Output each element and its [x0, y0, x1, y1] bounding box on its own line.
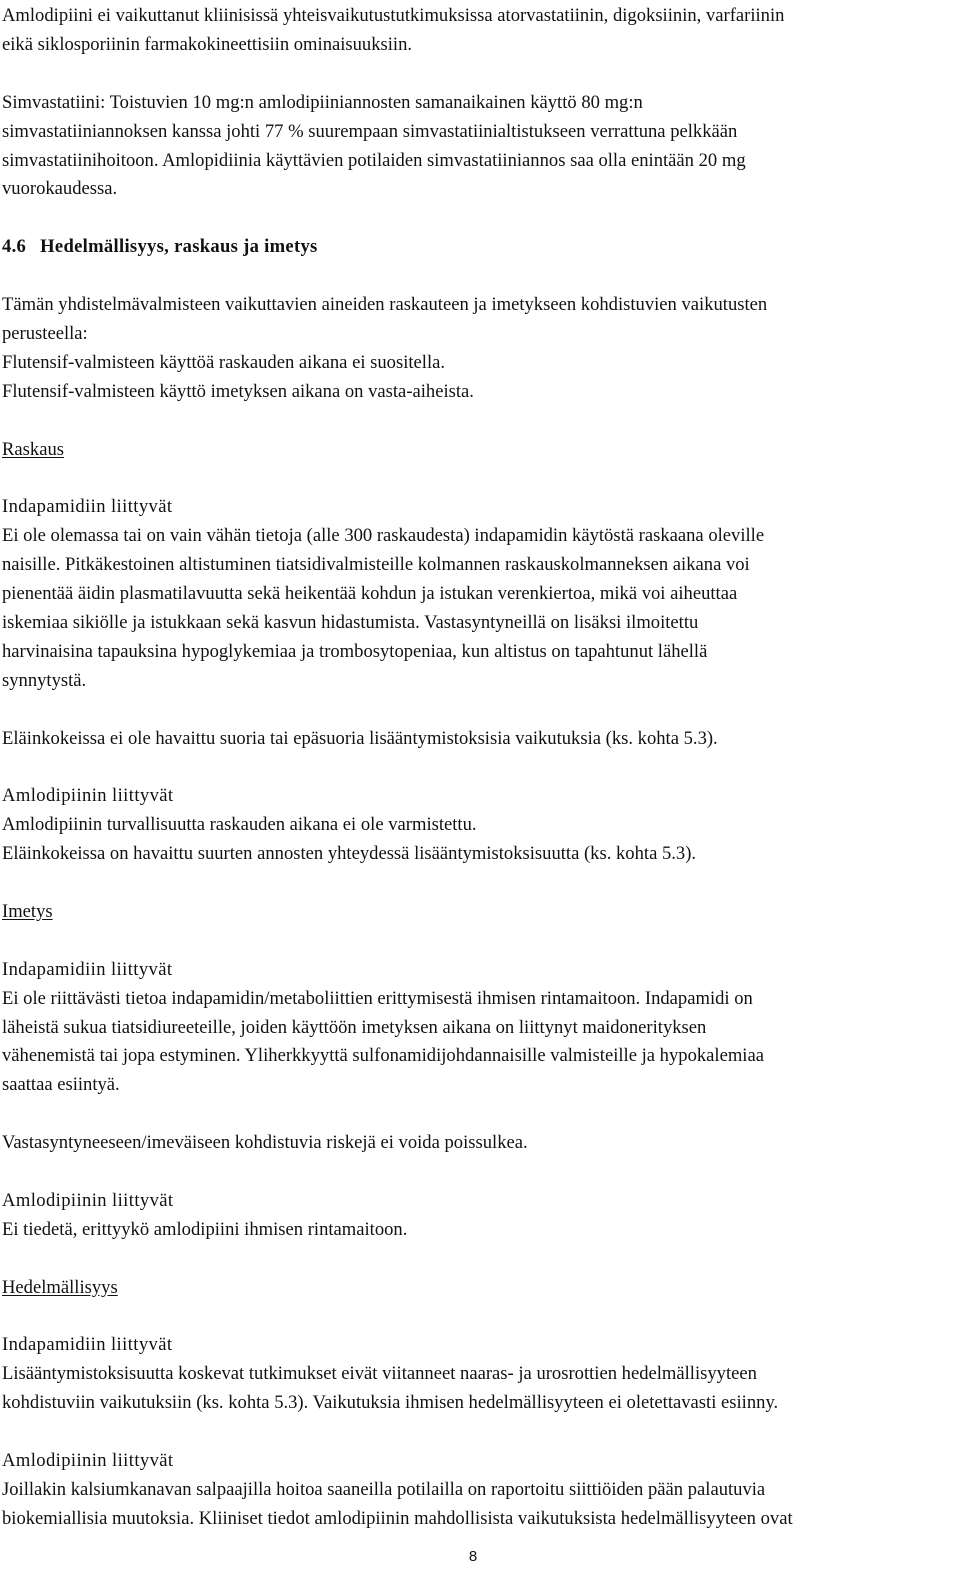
text-line: Vastasyntyneeseen/imeväiseen kohdistuvia riskejä ei voida poissulkea.	[2, 1132, 528, 1154]
section-title: Hedelmällisyys, raskaus ja imetys	[40, 236, 318, 258]
text-line: Amlodipiinin turvallisuutta raskauden aikana ei ole varmistettu.	[2, 814, 477, 836]
text-line: Flutensif-valmisteen käyttöä raskauden aikana ei suositella.	[2, 351, 446, 373]
text-line: Eläinkokeissa on havaittu suurten annosten yhteydessä lisääntymistoksisuutta (ks. kohta 5.3).	[2, 843, 697, 865]
simvastatin-paragraph	[2, 89, 952, 205]
imetys-indapamide-label: Indapamidiin liittyvät	[2, 958, 173, 980]
text-line: Ei ole riittävästi tietoa indapamidin/metaboliittien erittymisestä ihmisen rintamaitoon. Indapamidi on	[2, 987, 753, 1009]
hedelmallisyys-indapamide-label: Indapamidiin liittyvät	[2, 1334, 173, 1356]
text-line: Simvastatiini: Toistuvien 10 mg:n amlodipiiniannosten samanaikainen käyttö 80 mg:n	[2, 91, 643, 113]
raskaus-amlodipine-label: Amlodipiinin liittyvät	[2, 785, 174, 807]
hedelmallisyys-amlodipine-paragraph	[2, 1476, 952, 1534]
text-line: Ei tiedetä, erittyykö amlodipiini ihmisen rintamaitoon.	[2, 1218, 408, 1240]
text-line: saattaa esiintyä.	[2, 1074, 120, 1096]
page-number: 8	[468, 1548, 478, 1565]
text-line: Amlodipiini ei vaikuttanut kliinisissä yhteisvaikutustutkimuksissa atorvastatiinin, digoksiinin, varfariinin	[2, 5, 785, 26]
imetys-heading: Imetys	[2, 900, 53, 922]
imetys-newborn-paragraph	[2, 1129, 952, 1158]
raskaus-heading: Raskaus	[2, 438, 64, 460]
raskaus-indapamide-paragraph	[2, 522, 952, 695]
text-line: läheistä sukua tiatsidiureeteille, joiden käyttöön imetyksen aikana on liittynyt maidonerityksen	[2, 1016, 707, 1038]
text-line: biokemiallisia muutoksia. Kliiniset tiedot amlodipiinin mahdollisista vaikutuksista hedelmällisyyteen ovat	[2, 1507, 793, 1529]
text-line: iskemiaa sikiölle ja istukkaan sekä kasvun hidastumista. Vastasyntyneillä on lisäksi ilmoitettu	[2, 611, 699, 633]
text-line: Lisääntymistoksisuutta koskevat tutkimukset eivät viitanneet naaras- ja urosrottien hedelmällisyyteen	[2, 1363, 757, 1385]
raskaus-animal-paragraph	[2, 725, 952, 754]
text-line: simvastatiinihoitoon. Amlopidiinia käyttävien potilaiden simvastatiiniannos saa olla enintään 20 mg	[2, 149, 746, 171]
text-line: Ei ole olemassa tai on vain vähän tietoja (alle 300 raskaudesta) indapamidin käytöstä raskaana oleville	[2, 525, 765, 547]
text-line: harvinaisina tapauksina hypoglykemiaa ja trombosytopeniaa, kun altistus on tapahtunut lähellä	[2, 640, 708, 662]
imetys-amlodipine-label: Amlodipiinin liittyvät	[2, 1189, 174, 1211]
text-line: naisille. Pitkäkestoinen altistuminen tiatsidivalmisteille kolmannen raskauskolmanneksen aikana voi	[2, 554, 750, 576]
text-line: vuorokaudessa.	[2, 178, 118, 200]
text-line: synnytystä.	[2, 669, 87, 691]
section-number: 4.6	[2, 236, 27, 258]
imetys-amlodipine-paragraph	[2, 1216, 952, 1245]
hedelmallisyys-indapamide-paragraph	[2, 1360, 952, 1418]
text-line: vähenemistä tai jopa estyminen. Yliherkkyyttä sulfonamidijohdannaisille valmisteille ja hypokalemiaa	[2, 1045, 764, 1067]
section-intro-paragraph	[2, 291, 952, 407]
text-line: kohdistuviin vaikutuksiin (ks. kohta 5.3). Vaikutuksia ihmisen hedelmällisyyteen ei oletettavasti esiinny.	[2, 1392, 779, 1414]
text-line: Flutensif-valmisteen käyttö imetyksen aikana on vasta-aiheista.	[2, 380, 474, 402]
amlodipine-interaction-paragraph	[2, 2, 952, 60]
text-line: perusteella:	[2, 322, 88, 344]
raskaus-indapamide-label: Indapamidiin liittyvät	[2, 496, 173, 518]
text-line: eikä siklosporiinin farmakokineettisiin ominaisuuksiin.	[2, 33, 413, 55]
imetys-indapamide-paragraph	[2, 985, 952, 1101]
text-line: pienentää äidin plasmatilavuutta sekä heikentää kohdun ja istukan verenkiertoa, mikä voi aiheuttaa	[2, 583, 738, 605]
raskaus-amlodipine-paragraph	[2, 811, 952, 869]
hedelmallisyys-amlodipine-label: Amlodipiinin liittyvät	[2, 1450, 174, 1472]
section-heading	[2, 233, 952, 262]
text-line: Eläinkokeissa ei ole havaittu suoria tai epäsuoria lisääntymistoksisia vaikutuksia (ks. kohta 5.3).	[2, 727, 718, 749]
text-line: simvastatiiniannoksen kanssa johti 77 % suurempaan simvastatiinialtistukseen verrattuna pelkkään	[2, 120, 738, 142]
hedelmallisyys-heading: Hedelmällisyys	[2, 1276, 118, 1298]
text-line: Joillakin kalsiumkanavan salpaajilla hoitoa saaneilla potilailla on raportoitu siittiöiden pään palautuvia	[2, 1479, 766, 1500]
text-line: Tämän yhdistelmävalmisteen vaikuttavien aineiden raskauteen ja imetykseen kohdistuvien vaikutusten	[2, 294, 768, 316]
